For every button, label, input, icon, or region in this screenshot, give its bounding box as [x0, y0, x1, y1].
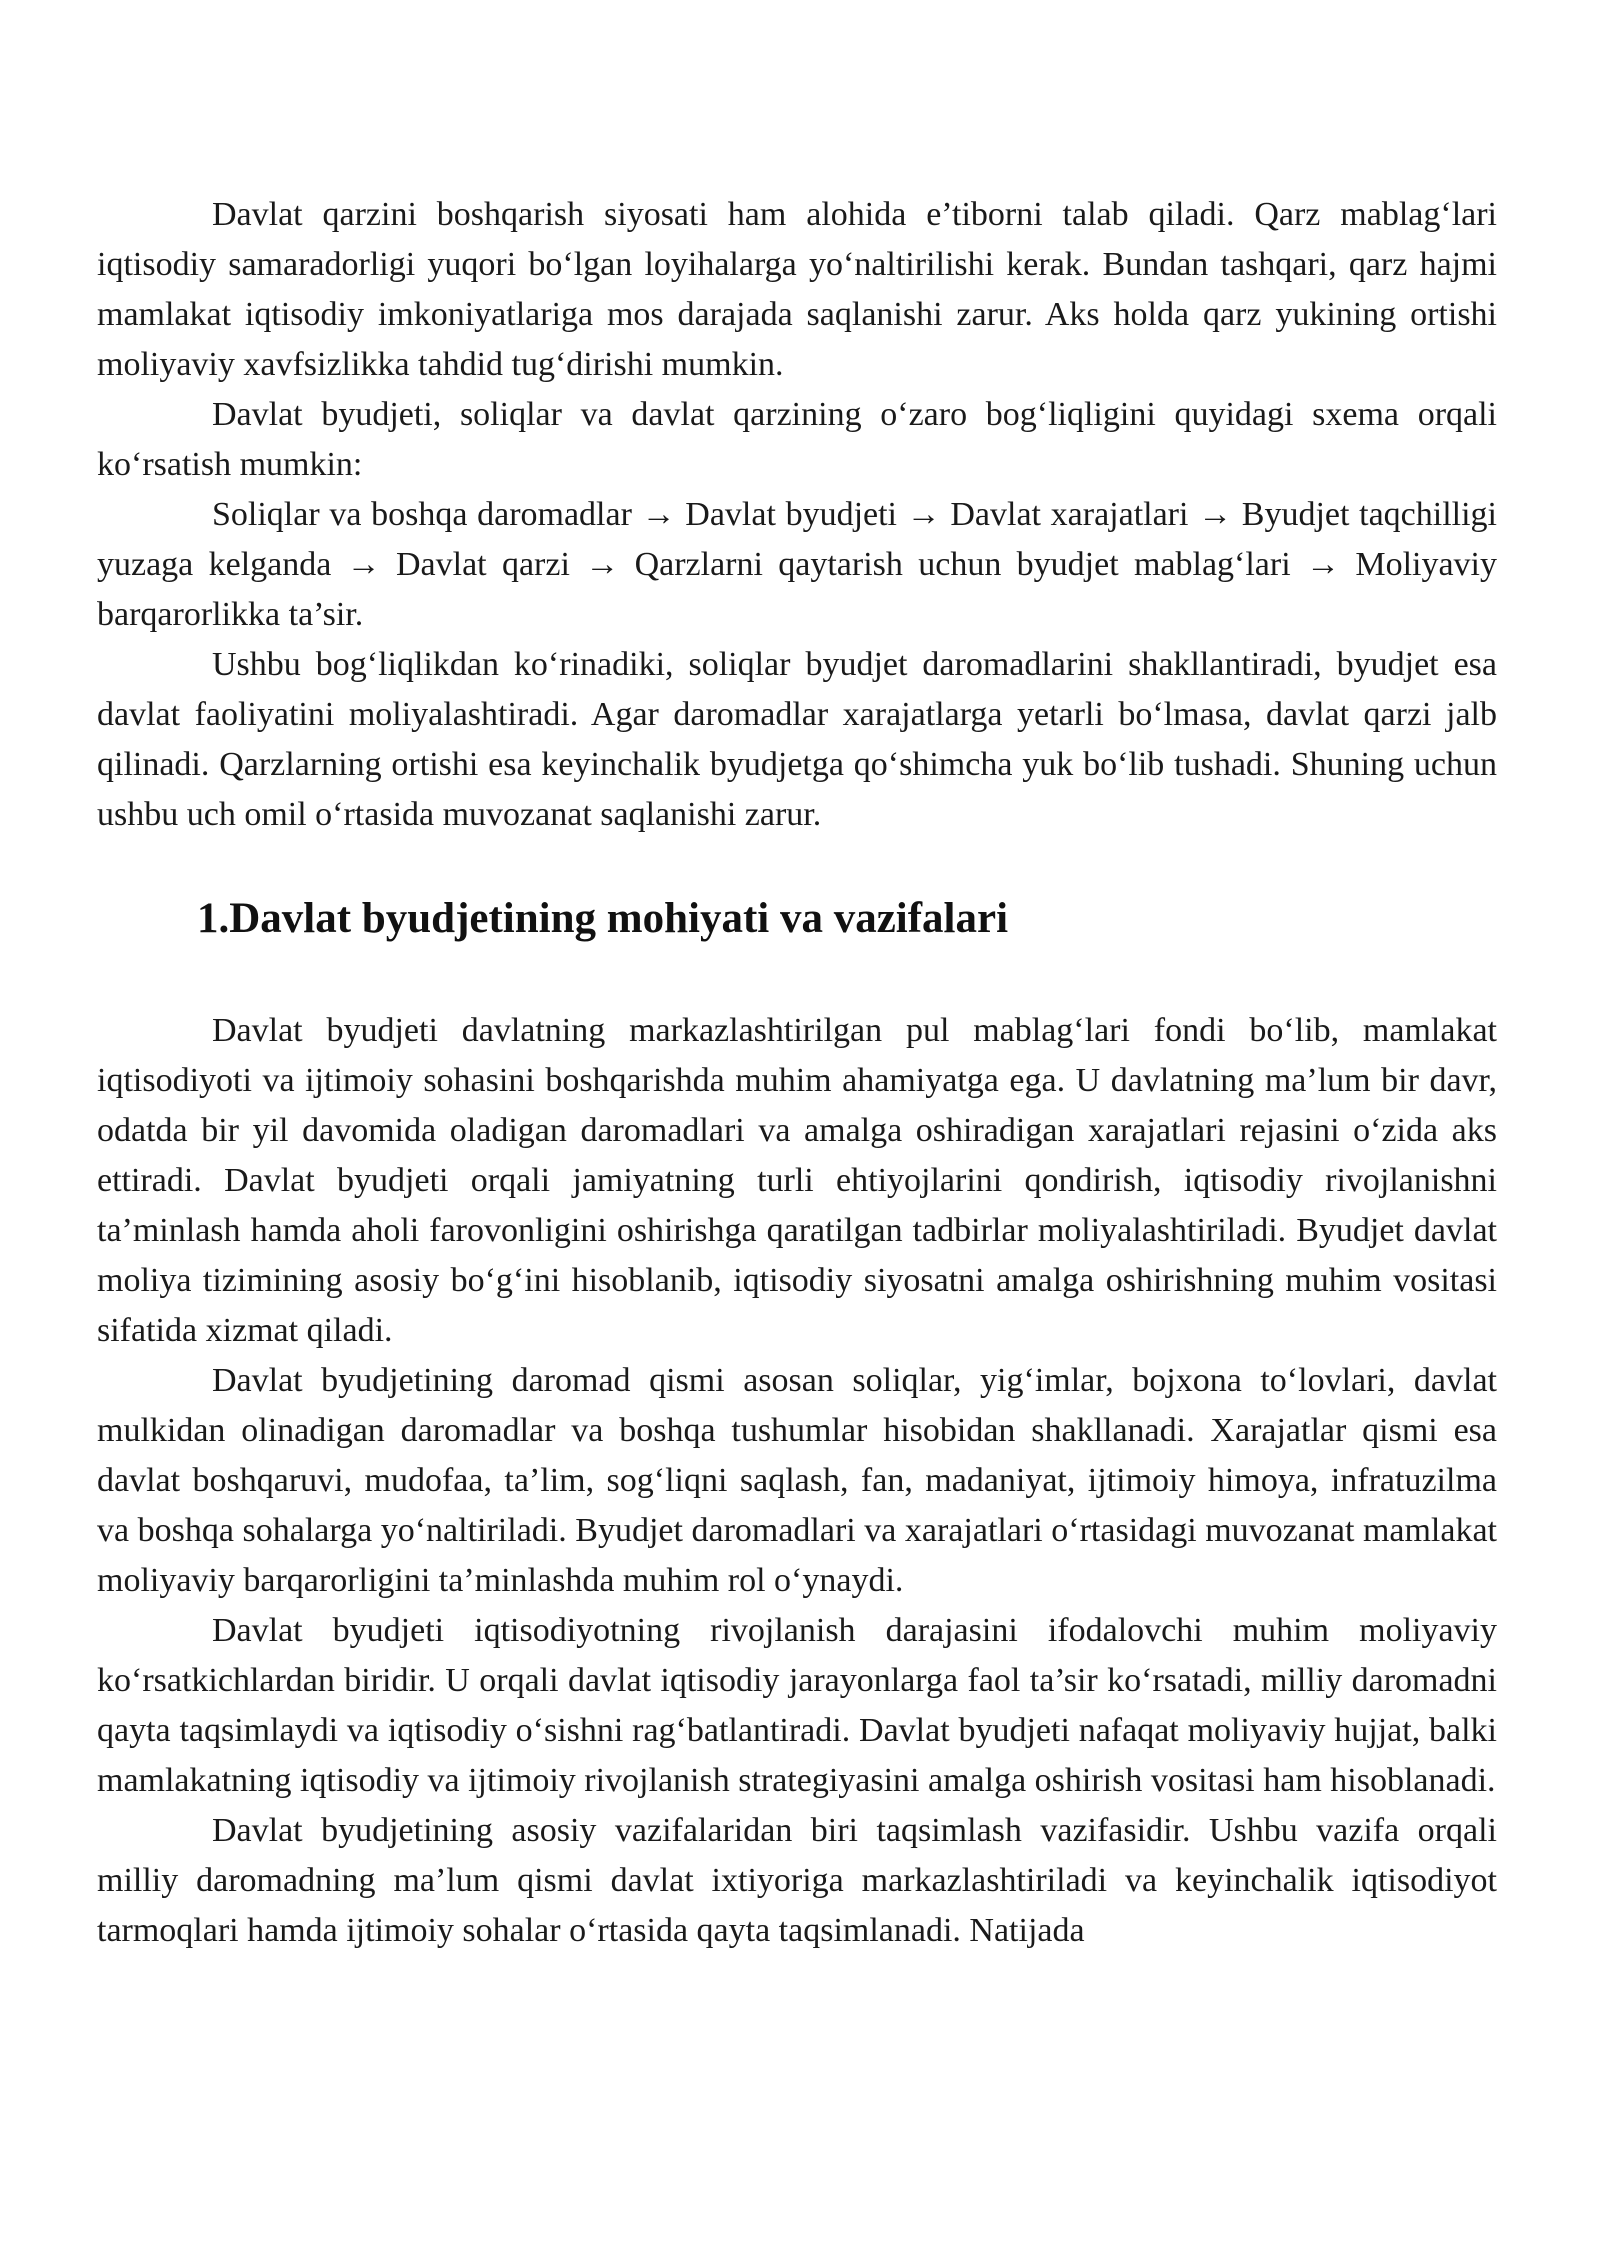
paragraph-budget-distribution-function: Davlat byudjetining asosiy vazifalaridan biri taqsimlash vazifasidir. Ushbu vazifa orqali milliy daromadning ma’lum qismi davlat ixtiyoriga markazlashtiriladi va keyinchalik iqtisodiyot tarmoqlari hamda ijtimoiy sohalar o‘rtasida qayta taqsimlanadi. Natijada: [97, 1812, 1497, 1949]
paragraph-scheme-intro: Davlat byudjeti, soliqlar va davlat qarzining o‘zaro bog‘liqligini quyidagi sxema orqali ko‘rsatish mumkin:: [97, 396, 1497, 483]
paragraph-budget-indicator: Davlat byudjeti iqtisodiyotning rivojlanish darajasini ifodalovchi muhim moliyaviy ko‘rsatkichlardan biridir. U orqali davlat iqtisodiy jarayonlarga faol ta’sir ko‘rsatadi, milliy daromadni qayta taqsimlaydi va iqtisodiy o‘sishni rag‘batlantiradi. Davlat byudjeti nafaqat moliyaviy hujjat, balki mamlakatning iqtisodiy va ijtimoiy rivojlanish strategiyasini amalga oshirish vositasi ham hisoblanadi.: [97, 1612, 1497, 1799]
paragraph-budget-essence: Davlat byudjeti davlatning markazlashtirilgan pul mablag‘lari fondi bo‘lib, mamlakat iqtisodiyoti va ijtimoiy sohasini boshqarishda muhim ahamiyatga ega. U davlatning ma’lum bir davr, odatda bir yil davomida oladigan daromadlari va amalga oshiradigan xarajatlari rejasini o‘zida aks ettiradi. Davlat byudjeti orqali jamiyatning turli ehtiyojlarini qondirish, iqtisodiy rivojlanishni ta’minlash hamda aholi farovonligini oshirishga qaratilgan tadbirlar moliyalashtiriladi. Byudjet davlat moliya tizimining asosiy bo‘g‘ini hisoblanib, iqtisodiy siyosatni amalga oshirishning muhim vositasi sifatida xizmat qiladi.: [97, 1012, 1497, 1349]
paragraph-budget-revenue-expenses: Davlat byudjetining daromad qismi asosan soliqlar, yig‘imlar, bojxona to‘lovlari, davlat mulkidan olinadigan daromadlar va boshqa tushumlar hisobidan shakllanadi. Xarajatlar qismi esa davlat boshqaruvi, mudofaa, ta’lim, sog‘liqni saqlash, fan, madaniyat, ijtimoiy himoya, infratuzilma va boshqa sohalarga yo‘naltiriladi. Byudjet daromadlari va xarajatlari o‘rtasidagi muvozanat mamlakat moliyaviy barqarorligini ta’minlashda muhim rol o‘ynaydi.: [97, 1362, 1497, 1599]
paragraph-relationship-summary: Ushbu bog‘liqlikdan ko‘rinadiki, soliqlar byudjet daromadlarini shakllantiradi, byudjet esa davlat faoliyatini moliyalashtiradi. Agar daromadlar xarajatlarga yetarli bo‘lmasa, davlat qarzi jalb qilinadi. Qarzlarning ortishi esa keyinchalik byudjetga qo‘shimcha yuk bo‘lib tushadi. Shuning uchun ushbu uch omil o‘rtasida muvozanat saqlanishi zarur.: [97, 646, 1497, 833]
document-page: [97, 190, 1497, 1956]
paragraph-debt-management: Davlat qarzini boshqarish siyosati ham alohida e’tiborni talab qiladi. Qarz mablag‘lari iqtisodiy samaradorligi yuqori bo‘lgan loyihalarga yo‘naltirilishi kerak. Bundan tashqari, qarz hajmi mamlakat iqtisodiy imkoniyatlariga mos darajada saqlanishi zarur. Aks holda qarz yukining ortishi moliyaviy xavfsizlikka tahdid tug‘dirishi mumkin.: [97, 196, 1497, 383]
section-heading: 1.Davlat byudjetining mohiyati va vazifalari: [197, 895, 1009, 942]
paragraph-scheme-flow: Soliqlar va boshqa daromadlar → Davlat byudjeti → Davlat xarajatlari → Byudjet taqchilligi yuzaga kelganda → Davlat qarzi → Qarzlarni qaytarish uchun byudjet mablag‘lari → Moliyaviy barqarorlikka ta’sir.: [97, 496, 1497, 633]
